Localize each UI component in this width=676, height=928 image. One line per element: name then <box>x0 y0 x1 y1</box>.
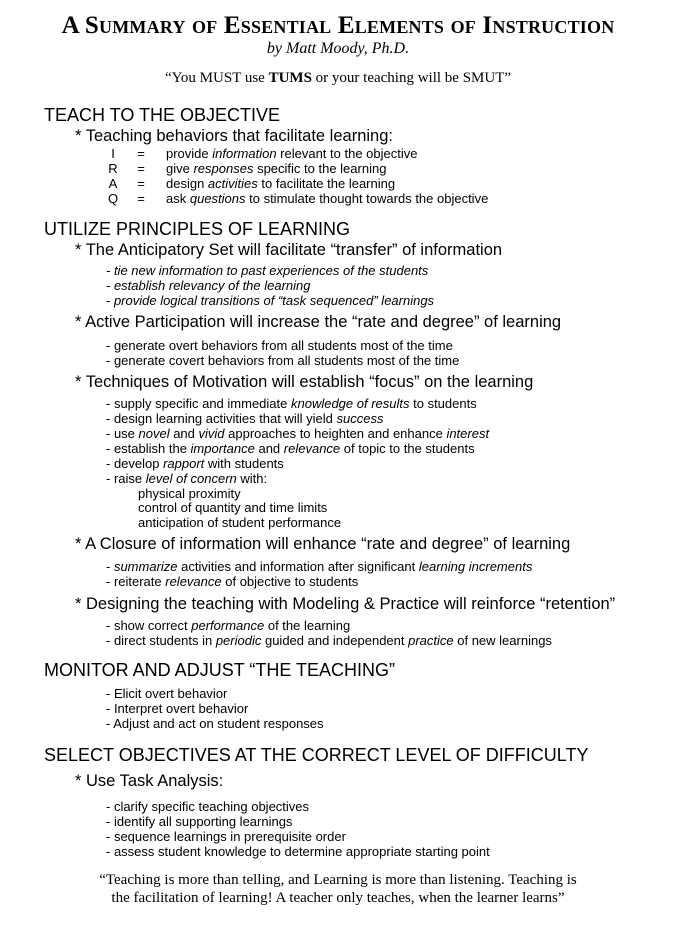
motto-bold: TUMS <box>268 70 312 86</box>
list-item: - provide logical transitions of “task sequenced” learnings <box>106 293 435 308</box>
subheading-modeling: * Designing the teaching with Modeling & Practice will reinforce “retention” <box>75 595 616 613</box>
tums-desc: ask questions to stimulate thought towards the objective <box>166 191 489 206</box>
tums-equals: = <box>137 161 145 176</box>
list-item: - identify all supporting learnings <box>106 814 293 829</box>
list-item: - use novel and vivid approaches to heighten and enhance interest <box>106 426 490 441</box>
heading-principles: UTILIZE PRINCIPLES OF LEARNING <box>44 219 351 239</box>
tums-desc: give responses specific to the learning <box>166 161 387 176</box>
list-item: - reiterate relevance of objective to students <box>106 574 359 589</box>
list-item: - design learning activities that will yield success <box>106 411 384 426</box>
heading-select-objectives: SELECT OBJECTIVES AT THE CORRECT LEVEL OF DIFFICULTY <box>44 745 589 765</box>
tums-desc: design activities to facilitate the learning <box>166 176 396 191</box>
tums-motto <box>0 70 676 87</box>
tums-row <box>0 191 676 207</box>
document-title: A Summary of Essential Elements of Instruction <box>61 12 615 39</box>
list-item: - establish relevancy of the learning <box>106 278 311 293</box>
tums-letter: R <box>108 161 118 176</box>
motto-post: or your teaching will be SMUT” <box>311 70 512 86</box>
tums-row <box>0 146 676 162</box>
subheading-task-analysis: * Use Task Analysis: <box>75 772 224 790</box>
list-item: - generate overt behaviors from all students most of the time <box>106 338 453 353</box>
closing-quote <box>0 871 676 907</box>
concern-item: control of quantity and time limits <box>138 500 328 515</box>
heading-teach-objective: TEACH TO THE OBJECTIVE <box>44 105 281 125</box>
list-item: - supply specific and immediate knowledge of results to students <box>106 396 477 411</box>
subheading-active-participation: * Active Participation will increase the “rate and degree” of learning <box>75 313 562 331</box>
list-item: - generate covert behaviors from all students most of the time <box>106 353 460 368</box>
list-item: - show correct performance of the learning <box>106 618 351 633</box>
list-item: - sequence learnings in prerequisite order <box>106 829 346 844</box>
tums-letter: I <box>111 146 115 161</box>
tums-equals: = <box>137 176 145 191</box>
list-item: - Adjust and act on student responses <box>106 716 324 731</box>
list-item: - develop rapport with students <box>106 456 284 471</box>
motto-pre: “You MUST use <box>164 70 269 86</box>
quote-line-1: “Teaching is more than telling, and Learning is more than listening. Teaching is <box>99 872 577 888</box>
tums-letter: A <box>108 176 118 191</box>
tums-desc: provide information relevant to the objective <box>166 146 418 161</box>
author-byline: by Matt Moody, Ph.D. <box>266 40 410 57</box>
quote-line-2: the facilitation of learning! A teacher only teaches, when the learner learns” <box>111 890 565 906</box>
heading-monitor-adjust: MONITOR AND ADJUST “THE TEACHING” <box>44 660 396 680</box>
tums-equals: = <box>137 146 145 161</box>
tums-letter: Q <box>107 191 119 206</box>
list-item: - establish the importance and relevance of topic to the students <box>106 441 475 456</box>
list-item: - clarify specific teaching objectives <box>106 799 310 814</box>
tums-equals: = <box>137 191 145 206</box>
concern-item: anticipation of student performance <box>138 515 342 530</box>
list-item: - raise level of concern with: <box>106 471 268 486</box>
list-item: - direct students in periodic guided and independent practice of new learnings <box>106 633 552 648</box>
list-item: - tie new information to past experiences of the students <box>106 263 429 278</box>
subheading-teaching-behaviors: * Teaching behaviors that facilitate learning: <box>75 127 393 145</box>
list-item: - Interpret overt behavior <box>106 701 249 716</box>
concern-item: physical proximity <box>138 486 241 501</box>
subheading-closure: * A Closure of information will enhance “rate and degree” of learning <box>75 535 571 553</box>
subheading-anticipatory-set: * The Anticipatory Set will facilitate “transfer” of information <box>75 241 503 259</box>
tums-row <box>0 176 676 192</box>
list-item: - Elicit overt behavior <box>106 686 228 701</box>
list-item: - summarize activities and information after significant learning increments <box>106 559 533 574</box>
subheading-motivation: * Techniques of Motivation will establish “focus” on the learning <box>75 373 534 391</box>
tums-row <box>0 161 676 177</box>
list-item: - assess student knowledge to determine appropriate starting point <box>106 844 490 859</box>
